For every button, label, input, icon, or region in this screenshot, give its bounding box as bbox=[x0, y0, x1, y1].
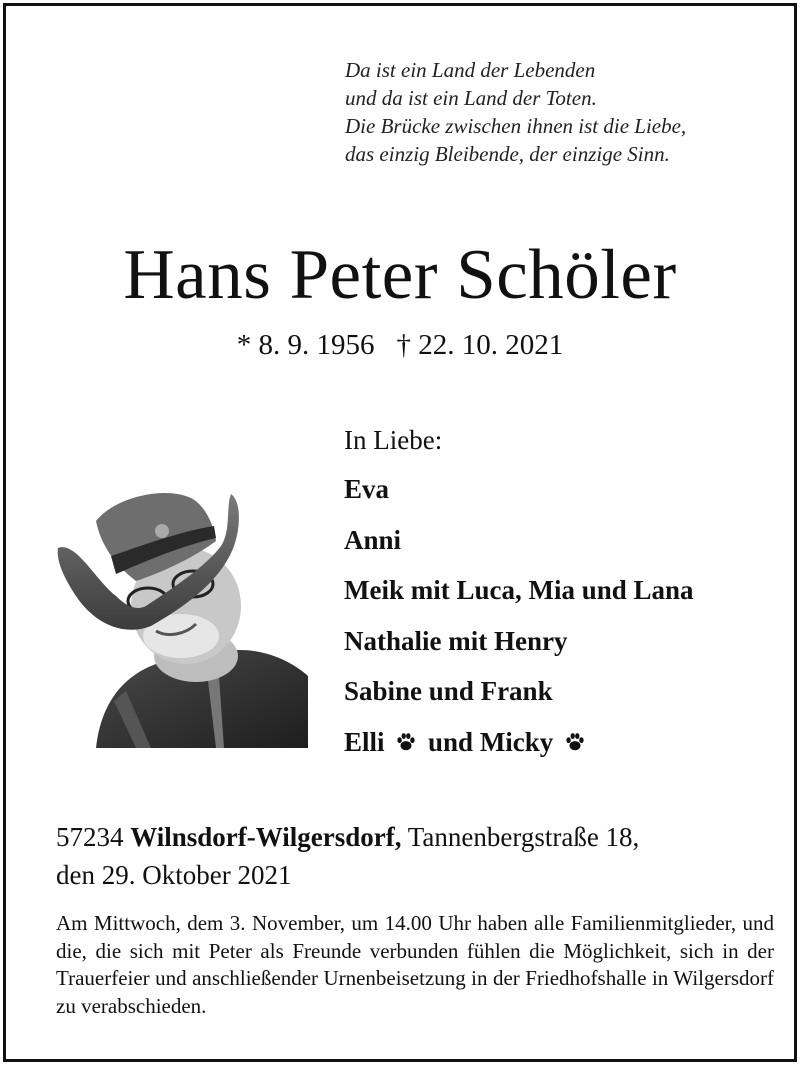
life-dates bbox=[6, 328, 794, 362]
mourner-name: Anni bbox=[344, 524, 402, 555]
pet-name: und Micky bbox=[428, 726, 554, 757]
dateline: den 29. Oktober 2021 bbox=[56, 860, 292, 890]
pet-name: Elli bbox=[344, 726, 385, 757]
address-block bbox=[56, 818, 776, 894]
mourner-name: Nathalie mit Henry bbox=[344, 625, 568, 656]
postcode: 57234 bbox=[56, 822, 124, 852]
death-date: † 22. 10. 2021 bbox=[396, 329, 564, 361]
poem-line: und da ist ein Land der Toten. bbox=[345, 86, 597, 110]
poem bbox=[345, 56, 785, 168]
mourners-intro: In Liebe: bbox=[344, 425, 443, 455]
mourner-name: Sabine und Frank bbox=[344, 676, 553, 706]
poem-line: das einzig Bleibende, der einzige Sinn. bbox=[345, 142, 670, 166]
paw-icon bbox=[395, 731, 417, 753]
poem-line: Da ist ein Land der Lebenden bbox=[345, 58, 596, 82]
town: Wilnsdorf-Wilgersdorf, bbox=[130, 822, 402, 852]
birth-date: * 8. 9. 1956 bbox=[236, 329, 375, 361]
funeral-notice: Am Mittwoch, dem 3. November, um 14.00 Uhr haben alle Familienmitglieder, und die, die sich mit Peter als Freunde verbunden fühlen die Möglichkeit, sich in der Trauerfeier und anschließender Urnenbeisetzung in der Friedhofshalle in Wilgersdorf zu verabschieden. bbox=[56, 911, 774, 1018]
address-line bbox=[56, 818, 776, 856]
mourners-list bbox=[344, 422, 774, 775]
street: Tannenbergstraße 18, bbox=[407, 822, 640, 852]
deceased-name: Hans Peter Schöler bbox=[123, 236, 677, 314]
mourner-name: Eva bbox=[344, 474, 390, 504]
obituary-frame bbox=[3, 3, 797, 1062]
portrait-photo bbox=[56, 486, 308, 748]
mourner-pets bbox=[344, 725, 774, 776]
paw-icon bbox=[564, 731, 586, 753]
mourner-name: Meik mit Luca, Mia und Lana bbox=[344, 575, 694, 605]
poem-line: Die Brücke zwischen ihnen ist die Liebe, bbox=[345, 114, 687, 138]
